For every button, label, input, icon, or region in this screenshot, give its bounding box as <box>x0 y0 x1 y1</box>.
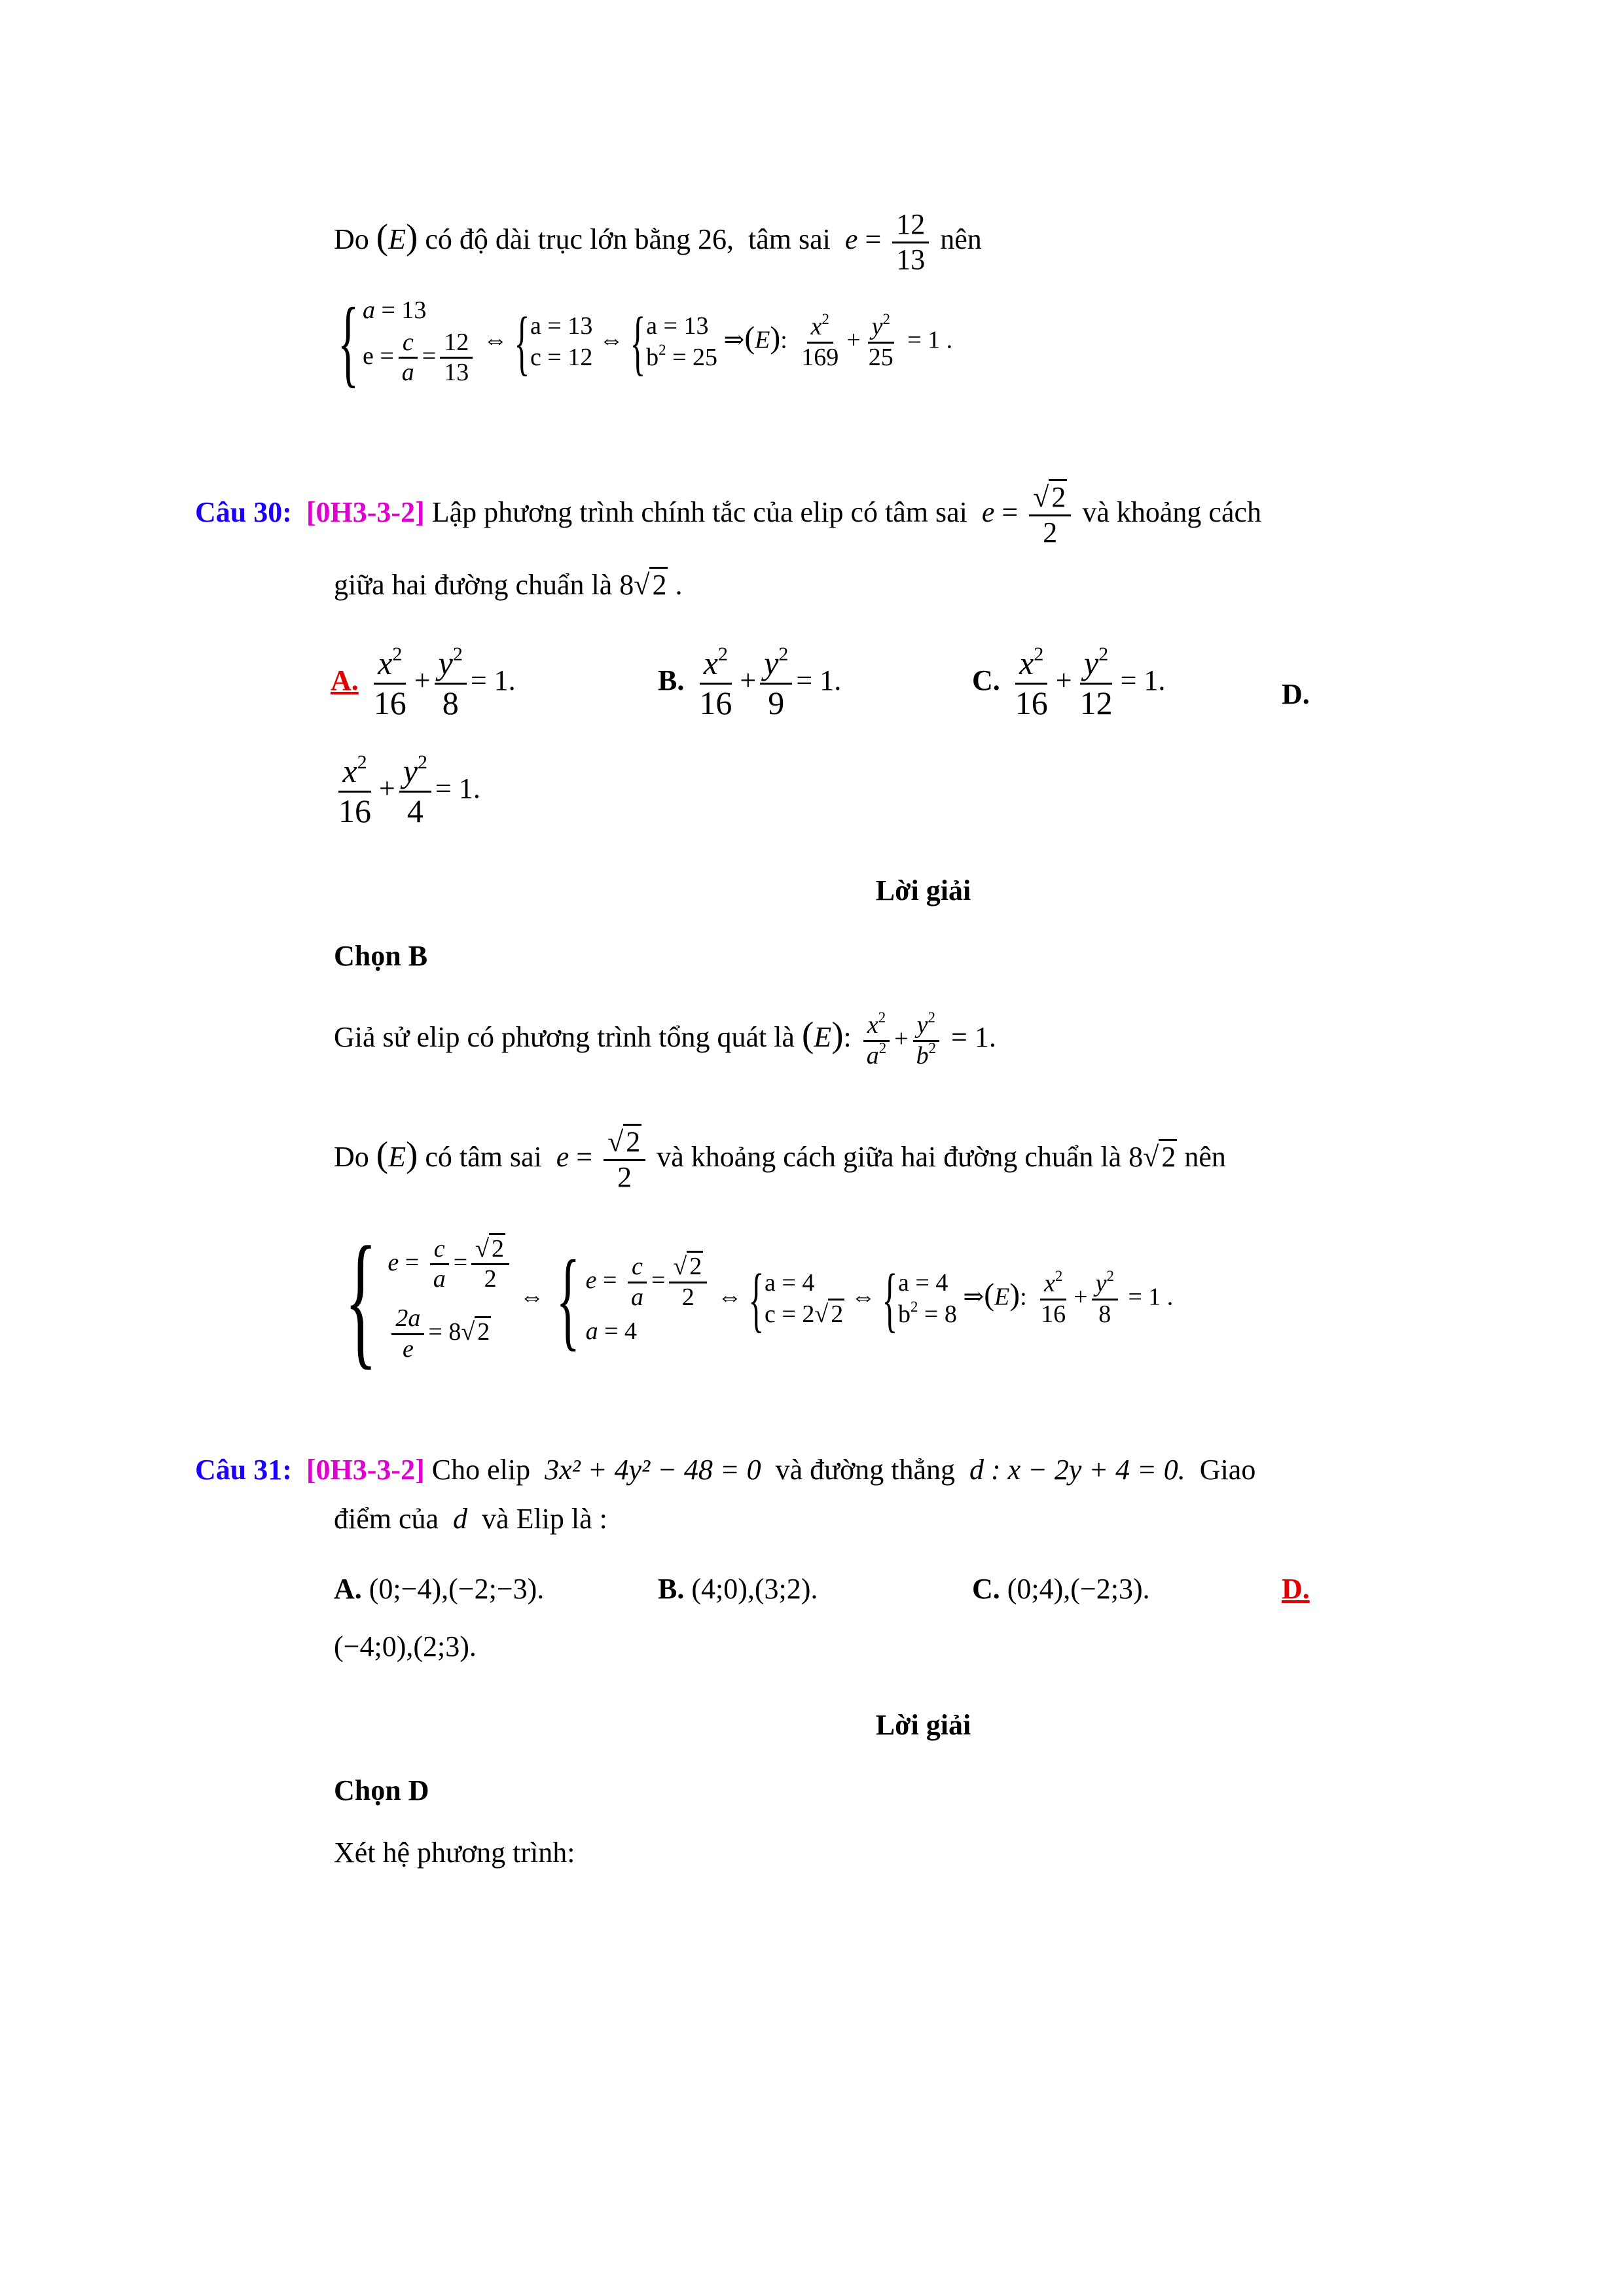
q31-option-c[interactable]: C. (0;4),(−2;3). <box>972 1573 1150 1605</box>
q30-option-c[interactable]: C. $\frac{x^2}{16}$ + $\frac{y^2}{12}$ = 1. <box>972 643 1166 721</box>
system-2: { e = $\frac{c}{a}$ = $\frac{√ 2}{2}$ $\frac{2a}{e}$ = 8√ 2 ⇔ { e = $\frac{c}{a}$ = $\frac{√ 2}{2}$ a = 4 ⇔ { a = 4 c = 2√ 2 ⇔ { a = 4 $b^2 = 8$ ⇒(E): $\frac{x^2}{16}$ + $\frac{y^2}{8}$ = 1 . <box>344 1215 1174 1382</box>
q30-option-b[interactable]: B. $\frac{x^2}{16}$ + $\frac{y^2}{9}$ = 1. <box>658 643 842 721</box>
eccentricity-fraction: $\frac{12}{13}$ <box>892 208 929 276</box>
solution-31-choice: Chọn D <box>334 1774 429 1806</box>
solution-30-condition: Do (E) có tâm sai e = $\frac{√2}{2}$ và khoảng cách giữa hai đường chuẩn là 8√2 nên <box>334 1126 1226 1194</box>
q31-line2: điểm của d và Elip là : <box>334 1503 607 1535</box>
intro-line: Do (E) có độ dài trục lớn bằng 26, tâm sai e = $\frac{12}{13}$ nên <box>334 208 982 276</box>
q30-option-d-value: $\frac{x^2}{16}$ + $\frac{y^2}{4}$ = 1. <box>338 751 480 829</box>
solution-30-general: Giả sử elip có phương trình tổng quát là (E): $\frac{x^2}{a^2}$ + $\frac{y^2}{b^2}$ = 1. <box>334 1009 996 1069</box>
q30-option-d[interactable]: D. <box>1282 678 1310 710</box>
q31-option-d-value: (−4;0),(2;3). <box>334 1630 477 1662</box>
solution-31-heading: Lời giải <box>875 1709 971 1741</box>
q30-line2: giữa hai đường chuẩn là 8√2 . <box>334 568 682 601</box>
q31-option-b[interactable]: B. (4;0),(3;2). <box>658 1573 818 1605</box>
q31-option-a[interactable]: A. (0;−4),(−2;−3). <box>334 1573 545 1605</box>
q30-line1: Câu 30: [0H3-3-2] Lập phương trình chính tắc của elip có tâm sai e = $\frac{√2}{2}$ và khoảng cách <box>195 481 1261 549</box>
q31-option-d[interactable]: D. <box>1282 1573 1310 1605</box>
q31-line1: Câu 31: [0H3-3-2] Cho elip 3x² + 4y² − 48 = 0 và đường thẳng d : x − 2y + 4 = 0. Giao <box>195 1454 1256 1486</box>
q30-option-a[interactable]: A. $\frac{x^2}{16}$ + $\frac{y^2}{8}$ = 1. <box>331 643 516 721</box>
system-1: { a = 13 e = $\frac{c}{a}$ = $\frac{12}{13}$ ⇔ { a = 13 c = 12 ⇔ { a = 13 $b^2 = 25$ ⇒(E): $\frac{x^2}{169}$ + $\frac{y^2}{25}$ = 1 . <box>337 288 953 397</box>
solution-30-choice: Chọn B <box>334 940 428 972</box>
solution-31-text: Xét hệ phương trình: <box>334 1837 575 1869</box>
solution-30-heading: Lời giải <box>875 874 971 906</box>
